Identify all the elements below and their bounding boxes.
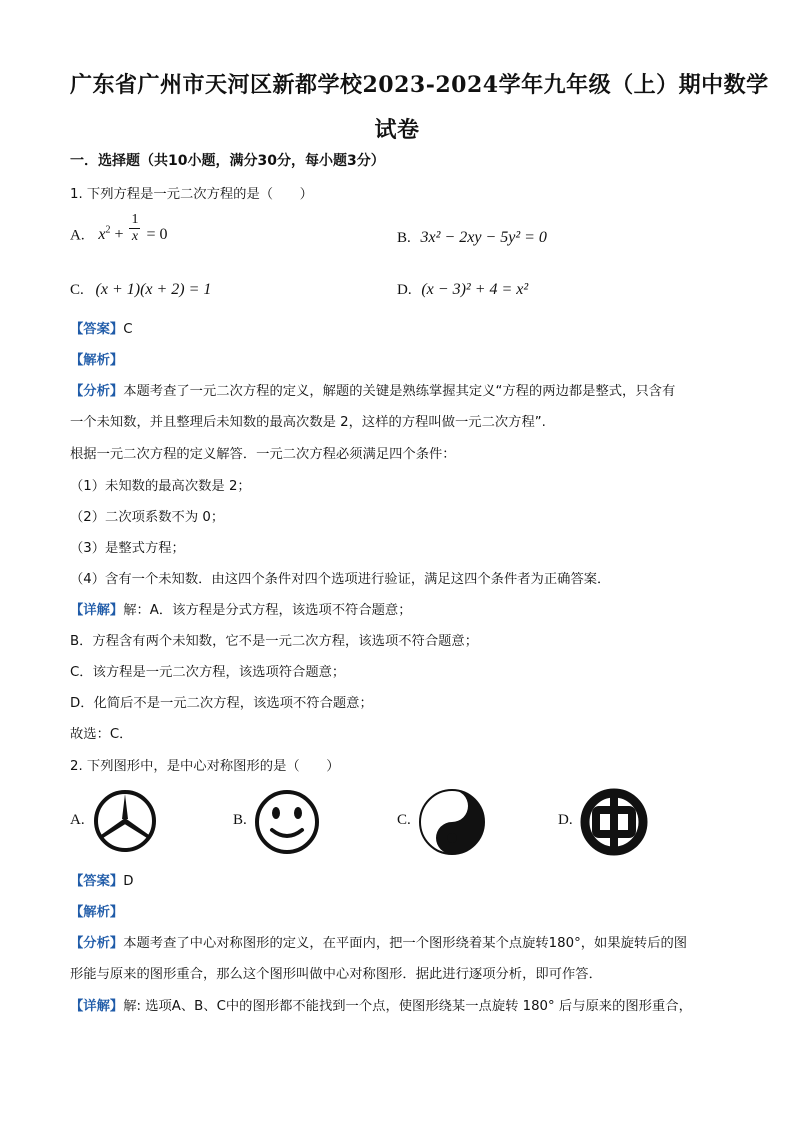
smiley-face-icon — [253, 788, 321, 856]
q1-option-d — [397, 281, 528, 299]
q1-fenxi-line1: 【分析】本题考查了一元二次方程的定义，解题的关键是熟练掌握其定义“方程的两边都是整式，只含有 — [70, 384, 676, 399]
q2-option-c-label: C. — [397, 812, 411, 828]
q2-fenxi-line1: 【分析】本题考查了中心对称图形的定义，在平面内，把一个图形绕着某个点旋转180°，如果旋转后的图 — [70, 936, 688, 951]
q2-option-a-label: A. — [70, 812, 85, 828]
q1-option-b — [397, 229, 547, 247]
option-expression: 3x² − 2xy − 5y² = 0 — [420, 229, 547, 246]
option-label: A. — [70, 227, 85, 244]
q1-condition-4: （4）含有一个未知数．由这四个条件对四个选项进行验证，满足这四个条件者为正确答案． — [70, 572, 611, 587]
option-label: C. — [70, 282, 84, 298]
q2-analysis-heading: 【解析】 — [70, 905, 124, 920]
q1-detail-a: 【详解】解：A．该方程是分式方程，该选项不符合题意； — [70, 603, 412, 618]
q1-stem: 1. 下列方程是一元二次方程的是（ ） — [70, 187, 313, 202]
q1-conditions-intro: 根据一元二次方程的定义解答．一元二次方程必须满足四个条件： — [70, 447, 456, 462]
bank-of-china-logo-icon — [578, 786, 650, 858]
yin-yang-icon — [417, 787, 487, 857]
mercedes-star-icon — [92, 788, 158, 854]
q1-analysis-heading: 【解析】 — [70, 353, 124, 368]
q1-choose: 故选：C． — [70, 727, 133, 742]
option-label: B. — [397, 230, 411, 246]
q1-condition-3: （3）是整式方程； — [70, 541, 185, 556]
q2-stem: 2. 下列图形中，是中心对称图形的是（ ） — [70, 759, 340, 774]
q1-detail-c: C．该方程是一元二次方程，该选项符合题意； — [70, 665, 346, 680]
q1-answer: 【答案】C — [70, 322, 133, 337]
page-title: 广东省广州市天河区新都学校2023-2024学年九年级（上）期中数学 — [70, 72, 769, 98]
q2-answer: 【答案】D — [70, 874, 134, 889]
page-title-continued: 试卷 — [374, 117, 420, 143]
q1-fenxi-line2: 一个未知数，并且整理后未知数的最高次数是 2，这样的方程叫做一元二次方程”. — [70, 415, 546, 430]
q2-detail-line1: 【详解】解: 选项A、B、C中的图形都不能找到一个点，使图形绕某一点旋转 180° 后与原来的图形重合， — [70, 999, 692, 1014]
q1-condition-2: （2）二次项系数不为 0； — [70, 510, 225, 525]
q1-option-c — [70, 281, 211, 299]
q1-detail-b: B．方程含有两个未知数，它不是一元二次方程，该选项不符合题意； — [70, 634, 479, 649]
option-expression: (x + 1)(x + 2) = 1 — [95, 281, 212, 298]
q1-option-a: A. $x^2$ + $\frac{1}{x}$ = 0 — [70, 212, 168, 245]
option-expression: (x − 3)² + 4 = x² — [421, 281, 529, 298]
q1-detail-d: D．化简后不是一元二次方程，该选项不符合题意； — [70, 696, 373, 711]
q2-option-b-label: B. — [233, 812, 247, 828]
q2-option-d-label: D. — [558, 812, 573, 828]
q2-fenxi-line2: 形能与原来的图形重合，那么这个图形叫做中心对称图形．据此进行逐项分析，即可作答． — [70, 967, 602, 982]
option-label: D. — [397, 282, 412, 298]
q1-condition-1: （1）未知数的最高次数是 2； — [70, 479, 251, 494]
section-heading: 一．选择题（共10小题，满分30分，每小题3分） — [70, 153, 385, 169]
